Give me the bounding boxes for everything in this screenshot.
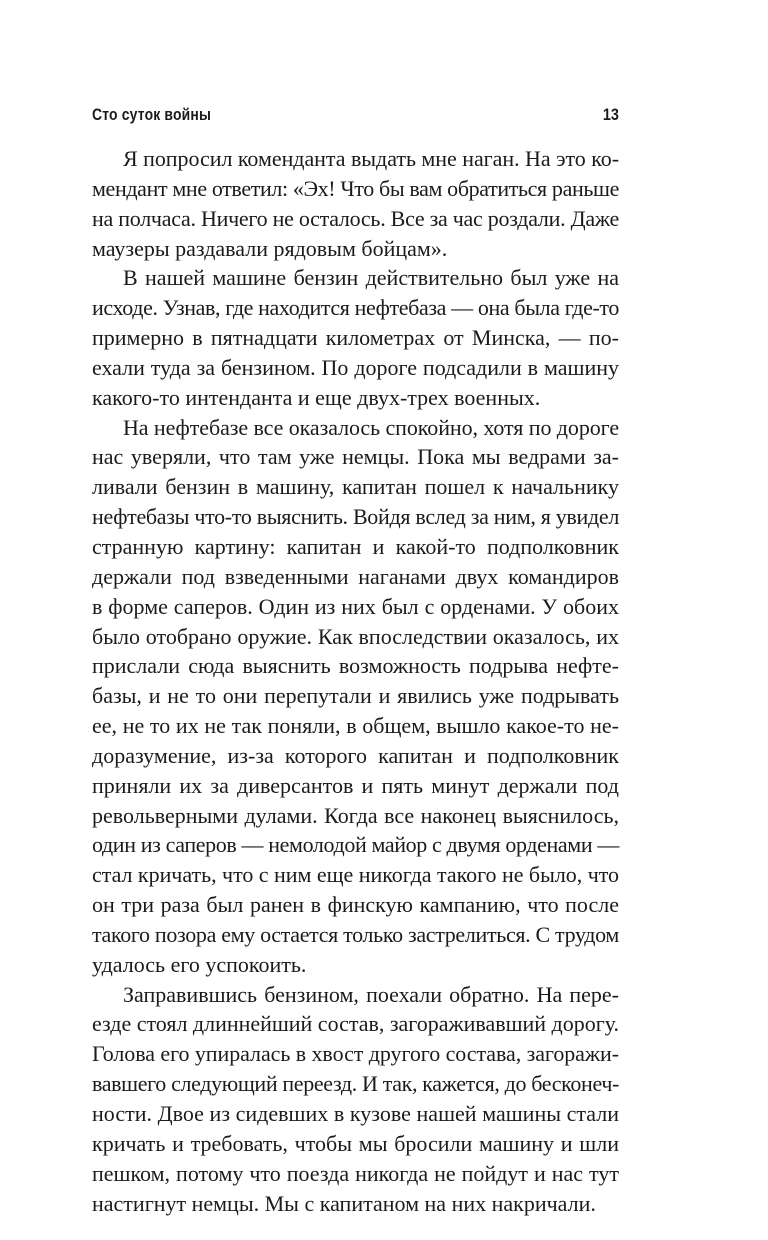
- text-line: держали под взведенными наганами двух командиров: [92, 563, 619, 589]
- text-line: пешком, потому что поезда никогда не пойдут и нас тут: [92, 1160, 619, 1186]
- text-line: один из саперов — немолодой майор с двумя орденами —: [92, 832, 619, 858]
- text-line: такого позора ему остается только застрелиться. С трудом: [92, 921, 619, 947]
- text-line: странную картину: капитан и какой-то подполковник: [92, 533, 619, 559]
- page-number: 13: [602, 105, 619, 124]
- text-line: доразумение, из-за которого капитан и подполковник: [92, 742, 619, 768]
- text-line: на полчаса. Ничего не осталось. Все за час роздали. Даже: [92, 205, 619, 231]
- text-line: прислали сюда выяснить возможность подрыва нефте-: [92, 653, 619, 679]
- text-line: езде стоял длиннейший состав, загораживавший дорогу.: [92, 1011, 619, 1037]
- text-line: вавшего следующий переезд. И так, кажется, до бесконеч-: [92, 1071, 619, 1097]
- text-line: На нефтебазе все оказалось спокойно, хотя по дороге: [123, 414, 619, 440]
- text-line: мендант мне ответил: «Эх! Что бы вам обратиться раньше: [92, 175, 620, 201]
- text-line: кричать и требовать, чтобы мы бросили машину и шли: [92, 1130, 619, 1156]
- text-line: Я попросил коменданта выдать мне наган. На это ко-: [123, 146, 619, 171]
- text-line: исходе. Узнав, где находится нефтебаза — она была где-то: [92, 295, 619, 321]
- running-head: [92, 101, 619, 129]
- text-line: примерно в пятнадцати километрах от Минска, — по-: [92, 325, 619, 351]
- paragraph: [92, 980, 619, 1219]
- text-line: стал кричать, что с ним еще никогда такого не было, что: [92, 862, 619, 888]
- text-line: Заправившись бензином, поехали обратно. На пере-: [123, 981, 619, 1007]
- text-line: ее, не то их не так поняли, в общем, вышло какое-то не-: [92, 713, 619, 739]
- body-text: [92, 144, 619, 1218]
- text-line: ехали туда за бензином. По дороге подсадили в машину: [92, 354, 619, 380]
- text-line: он три раза был ранен в финскую кампанию, что после: [92, 892, 619, 918]
- text-line: ности. Двое из сидевших в кузове нашей машины стали: [92, 1101, 619, 1126]
- text-line: Голова его упиралась в хвост другого состава, загоражи-: [92, 1041, 619, 1067]
- text-line: удалось его успокоить.: [92, 951, 307, 977]
- text-line: ливали бензин в машину, капитан пошел к начальнику: [92, 474, 619, 500]
- text-line: В нашей машине бензин действительно был уже на: [123, 265, 619, 291]
- text-line: маузеры раздавали рядовым бойцам».: [92, 235, 448, 261]
- text-line: было отобрано оружие. Как впоследствии оказалось, их: [92, 623, 619, 649]
- text-line: в форме саперов. Один из них был с орденами. У обоих: [92, 593, 619, 619]
- book-title: Сто суток войны: [92, 105, 212, 124]
- text-line: настигнут немцы. Мы с капитаном на них накричали.: [92, 1190, 596, 1216]
- text-line: нефтебазы что-то выяснить. Войдя вслед за ним, я увидел: [92, 504, 619, 530]
- text-line: револьверными дулами. Когда все наконец выяснилось,: [92, 802, 619, 828]
- paragraph: [92, 413, 619, 980]
- paragraph: [92, 263, 619, 412]
- text-line: приняли их за диверсантов и пять минут держали под: [92, 772, 619, 798]
- text-line: базы, и не то они перепутали и явились уже подрывать: [92, 683, 619, 709]
- text-line: какого-то интенданта и еще двух-трех военных.: [92, 384, 541, 410]
- text-line: нас уверяли, что там уже немцы. Пока мы ведрами за-: [92, 444, 619, 470]
- paragraph: [92, 144, 619, 263]
